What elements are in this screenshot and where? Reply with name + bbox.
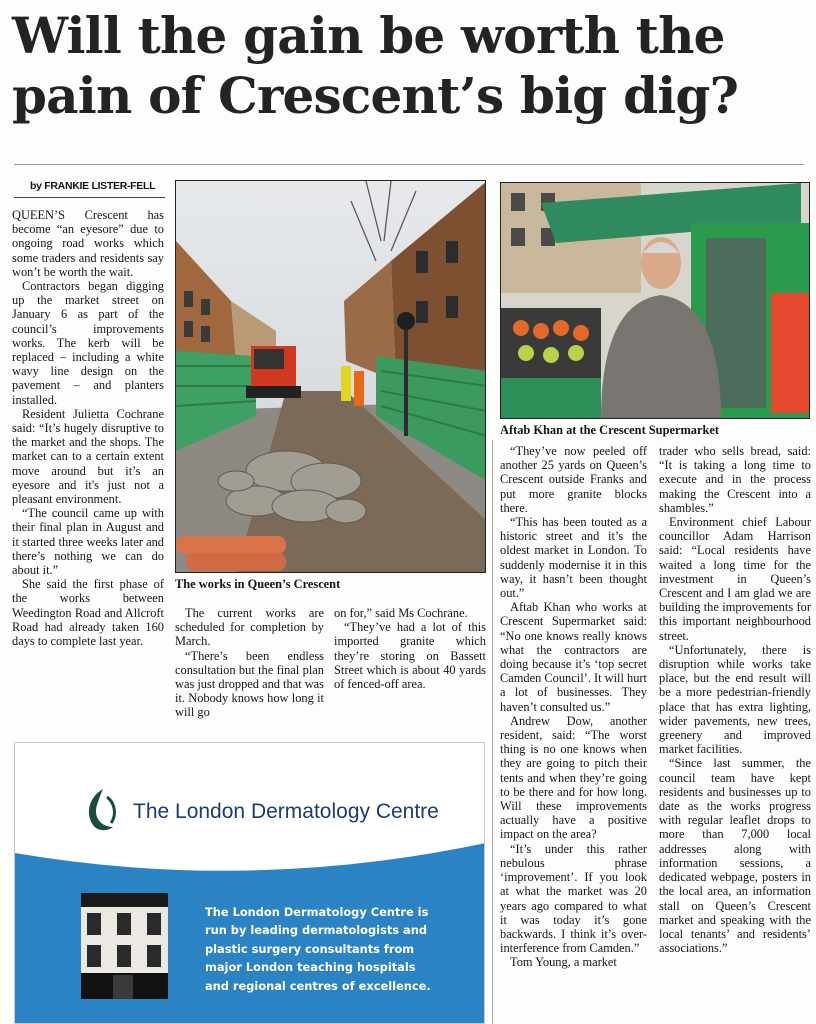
photo-aftab-khan	[500, 182, 810, 419]
paragraph: “They’ve now peeled off another 25 yards on Queen’s Crescent outside Franks and put more granite blocks there.	[500, 444, 647, 515]
article-column-1	[12, 208, 164, 648]
paragraph: Resident Julietta Cochrane said: “It’s hugely disruptive to the market and the shops. The market can to a certain extent move around but it’s an eyesore and it's just not a pleasant environment.	[12, 406, 164, 507]
clinic-building-image	[81, 893, 168, 999]
byline-rule	[14, 197, 165, 198]
headline-rule	[14, 164, 804, 165]
paragraph: Aftab Khan who works at Crescent Supermarket said: “No one knows really knows what the contractors are doing because it’s ‘top secret Camden Council’. It will hurt a lot of businesses. They haven’t consulted us.”	[500, 600, 647, 714]
headline	[12, 6, 812, 126]
road-works-image	[176, 181, 486, 573]
paragraph: “Unfortunately, there is disruption while works take place, but the end result will be a more pedestrian-friendly place that has extra lighting, wider pavements, new trees, greenery and improved market facilities.	[659, 642, 811, 757]
headline-line-2: pain of Crescent’s big dig?	[12, 66, 739, 125]
article-column-2	[175, 606, 324, 720]
paragraph: QUEEN’S Crescent has become “an eyesore” due to ongoing road works which some traders and residents say won’t be worth the wait.	[12, 208, 164, 279]
paragraph: “They’ve had a lot of this imported granite which they’re storing on Bassett Street which is about 40 yards of fenced-off area.	[334, 620, 486, 692]
paragraph: “Since last summer, the council team have kept residents and businesses up to date as the works progress with regular leaflet drops to more than 7,000 local addresses along with information sessions, a dedicated webpage, posters in the local area, an information stall on Queen’s Crescent market and speaking with the local tenants’ and residents’ associations.”	[659, 756, 811, 956]
aftab-khan-image	[501, 183, 810, 419]
article-column-3	[334, 606, 486, 691]
headline-line-1: Will the gain be worth the	[12, 6, 725, 65]
paragraph: “There’s been endless consultation but the final plan was just dropped and that was it. Nobody knows how long it will go	[175, 648, 325, 720]
column-divider	[492, 440, 493, 1024]
paragraph: Contractors began digging up the market street on January 6 as part of the council’s improvements works. The kerb will be replaced – including a white wavy line design on the pavement – and planters installed.	[12, 279, 164, 407]
paragraph: “The council came up with their final plan in August and it started three weeks later and there’s nothing we can do about it.”	[12, 506, 164, 578]
photo-road-works	[175, 180, 486, 573]
advert-dermatology-centre[interactable]	[14, 742, 485, 1024]
ad-brand-suffix: Dermatology Centre	[245, 800, 439, 823]
paragraph: The current works are scheduled for completion by March.	[175, 606, 324, 649]
logo-icon	[81, 787, 125, 833]
paragraph: on for,” said Ms Cochrane.	[334, 606, 468, 620]
paragraph: trader who sells bread, said: “It is taking a long time to execute and in the process making the Crescent into a shambles.”	[659, 444, 811, 515]
caption-works: The works in Queen’s Crescent	[175, 577, 341, 591]
paragraph: Tom Young, a market	[510, 955, 617, 970]
paragraph: “This has been touted as a historic street and it’s the oldest market in London. To suddenly modernise it in this way, it hasn’t been thought out.”	[500, 515, 647, 601]
byline: by FRANKIE LISTER-FELL	[30, 180, 156, 192]
paragraph: Andrew Dow, another resident, said: “The worst thing is no one knows when they are going to pitch their tents and when they’re going to be there and for how long. Will these improvements actually have a positive impact on the area?	[500, 713, 647, 842]
paragraph: “It’s under this rather nebulous phrase ‘improvement’. If you look at what the market was 20 years ago compared to what it was today it’s gone backwards. I think it’s over-interference from Camden.”	[500, 841, 647, 956]
paragraph: She said the first phase of the works between Weedington Road and Allcroft Road had already taken 160 days to complete last year.	[12, 577, 164, 649]
ad-body-text: The London Dermatology Centre is run by leading dermatologists and plastic surgery consultants from major London teaching hospitals and regional centres of excellence.	[205, 905, 431, 993]
caption-khan: Aftab Khan at the Crescent Supermarket	[500, 423, 719, 437]
article-column-5	[659, 444, 811, 955]
ad-brand-prefix: The London	[133, 800, 246, 823]
article-column-4	[500, 444, 647, 970]
paragraph: Environment chief Labour councillor Adam Harrison said: “Local residents have waited a long time for the investment in Queen’s Crescent and I am glad we are building the improvements for this important neighbourhood street.	[659, 515, 811, 643]
ad-brand	[133, 800, 439, 824]
